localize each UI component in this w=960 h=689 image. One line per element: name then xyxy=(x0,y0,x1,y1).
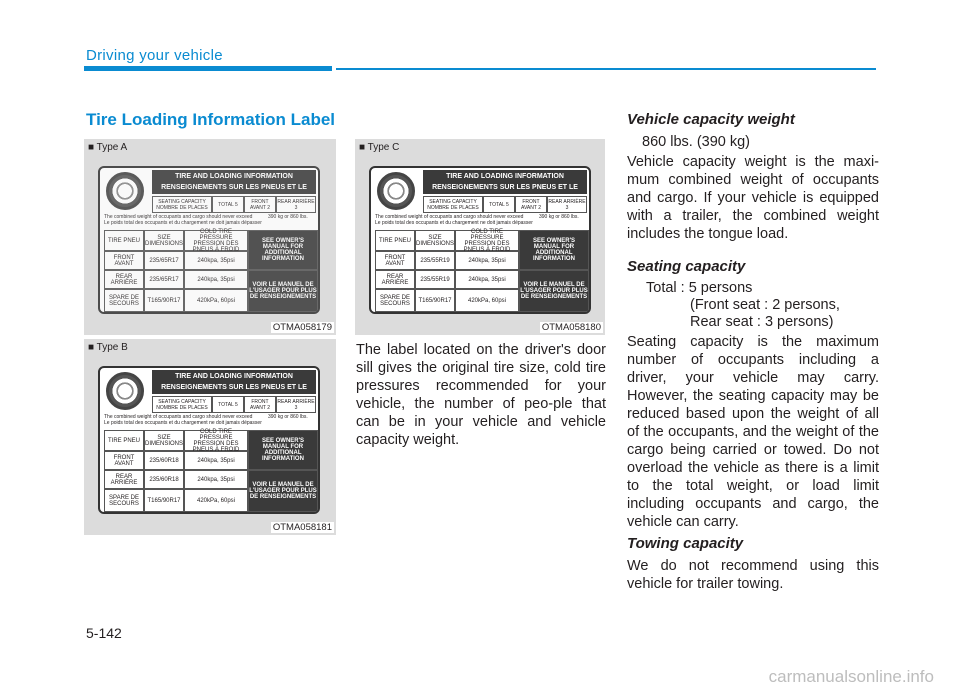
seating-total: Total : 5 persons xyxy=(646,280,753,296)
tire-label-type-a: TIRE AND LOADING INFORMATION RENSEIGNEMENTS SUR LES PNEUS ET LE CHARGEMENT SEATING CAPACITY NOMBRE DE PLACES TOTAL 5 FRONT AVANT 2 REAR ARRIÈRE 3 The combined weight of occupants and cargo should never exceed Le poids total des occupants et du chargement ne doit jamais dépasser 390 kg or 860 lbs. TIRE PNEU SIZE DIMENSIONS COLD TIRE PRESSURE PRESSION DES PNEUS À FROID SEE OWNER'S MANUAL FOR ADDITIONAL INFORMATION FRONT AVANT 235/65R17 240kpa, 35psi REAR ARRIÈRE 235/65R17 240kpa, 35psi VOIR LE MANUEL DE L'USAGER POUR PLUS DE RENSEIGNEMENTS SPARE DE SECOURS T165/90R17 420kPa, 60psi xyxy=(98,166,320,314)
figure-type-label: ■ Type C xyxy=(359,142,400,153)
figure-type-c xyxy=(355,139,605,335)
seating-heading: Seating capacity xyxy=(627,258,746,275)
label-header: TIRE AND LOADING INFORMATION RENSEIGNEMENTS SUR LES PNEUS ET LE CHARGEMENT xyxy=(152,170,316,194)
vcw-value: 860 lbs. (390 kg) xyxy=(642,134,751,150)
figure-type-a xyxy=(84,139,336,335)
figure-code: OTMA058181 xyxy=(272,522,332,533)
watermark: carmanualsonline.info xyxy=(0,667,960,689)
section-header: Driving your vehicle xyxy=(86,47,223,64)
page-title: Tire Loading Information Label xyxy=(86,110,336,129)
figure-type-label: ■ Type A xyxy=(88,142,128,153)
seating-front: (Front seat : 2 persons, xyxy=(690,297,840,313)
tire-wheel-icon xyxy=(106,172,144,210)
tire-wheel-icon xyxy=(106,372,144,410)
tire-wheel-icon xyxy=(377,172,415,210)
label-header: TIRE AND LOADING INFORMATION RENSEIGNEMENTS SUR LES PNEUS ET LE CHARGEMENT xyxy=(423,170,587,194)
figure-type-label: ■ Type B xyxy=(88,342,128,353)
seating-rear: Rear seat : 3 persons) xyxy=(690,314,834,330)
page-number: 5-142 xyxy=(86,625,122,641)
figure-type-b xyxy=(84,339,336,535)
vcw-text: Vehicle capacity weight is the maxi-mum combined weight of occupants and cargo. If your vehicle is equipped with a trailer, the combined weight includes the tongue load. xyxy=(627,154,879,242)
figure-code: OTMA058179 xyxy=(272,322,332,333)
towing-heading: Towing capacity xyxy=(627,535,744,552)
vcw-heading: Vehicle capacity weight xyxy=(627,111,795,128)
label-description: The label located on the driver's door sill gives the original tire size, cold tire pressures recommended for your vehicle, the number of peo-ple that can be in your vehicle and vehicle capacity weight. xyxy=(356,342,606,448)
seating-text: Seating capacity is the maximum number of occupants including a driver, your vehicle may carry. However, the seating capacity may be reduced based upon the weight of all of the occupants, and the weight of the cargo being carried or towed. Do not overload the vehicle as there is a limit to the total weight, or load limit including occupants and cargo, the vehicle can carry. xyxy=(627,334,879,530)
figure-code: OTMA058180 xyxy=(541,322,601,333)
tire-label-type-c: TIRE AND LOADING INFORMATION RENSEIGNEMENTS SUR LES PNEUS ET LE CHARGEMENT SEATING CAPACITY NOMBRE DE PLACES TOTAL 5 FRONT AVANT 2 REAR ARRIÈRE 3 The combined weight of occupants and cargo should never exceed Le poids total des occupants et du chargement ne doit jamais dépasser 390 kg or 860 lbs. TIRE PNEU SIZE DIMENSIONS COLD TIRE PRESSURE PRESSION DES PNEUS À FROID SEE OWNER'S MANUAL FOR ADDITIONAL INFORMATION FRONT AVANT 235/55R19 240kpa, 35psi REAR ARRIÈRE 235/55R19 240kpa, 35psi VOIR LE MANUEL DE L'USAGER POUR PLUS DE RENSEIGNEMENTS SPARE DE SECOURS T165/90R17 420kPa, 60psi xyxy=(369,166,591,314)
towing-text: We do not recommend using this vehicle for trailer towing. xyxy=(627,558,879,592)
header-bar-thick xyxy=(84,66,332,71)
tire-label-type-b: TIRE AND LOADING INFORMATION RENSEIGNEMENTS SUR LES PNEUS ET LE CHARGEMENT SEATING CAPACITY NOMBRE DE PLACES TOTAL 5 FRONT AVANT 2 REAR ARRIÈRE 3 The combined weight of occupants and cargo should never exceed Le poids total des occupants et du chargement ne doit jamais dépasser 390 kg or 860 lbs. TIRE PNEU SIZE DIMENSIONS COLD TIRE PRESSURE PRESSION DES PNEUS À FROID SEE OWNER'S MANUAL FOR ADDITIONAL INFORMATION FRONT AVANT 235/60R18 240kpa, 35psi REAR ARRIÈRE 235/60R18 240kpa, 35psi VOIR LE MANUEL DE L'USAGER POUR PLUS DE RENSEIGNEMENTS SPARE DE SECOURS T165/90R17 420kPa, 60psi xyxy=(98,366,320,514)
label-header: TIRE AND LOADING INFORMATION RENSEIGNEMENTS SUR LES PNEUS ET LE CHARGEMENT xyxy=(152,370,316,394)
header-bar-thin xyxy=(336,68,876,70)
